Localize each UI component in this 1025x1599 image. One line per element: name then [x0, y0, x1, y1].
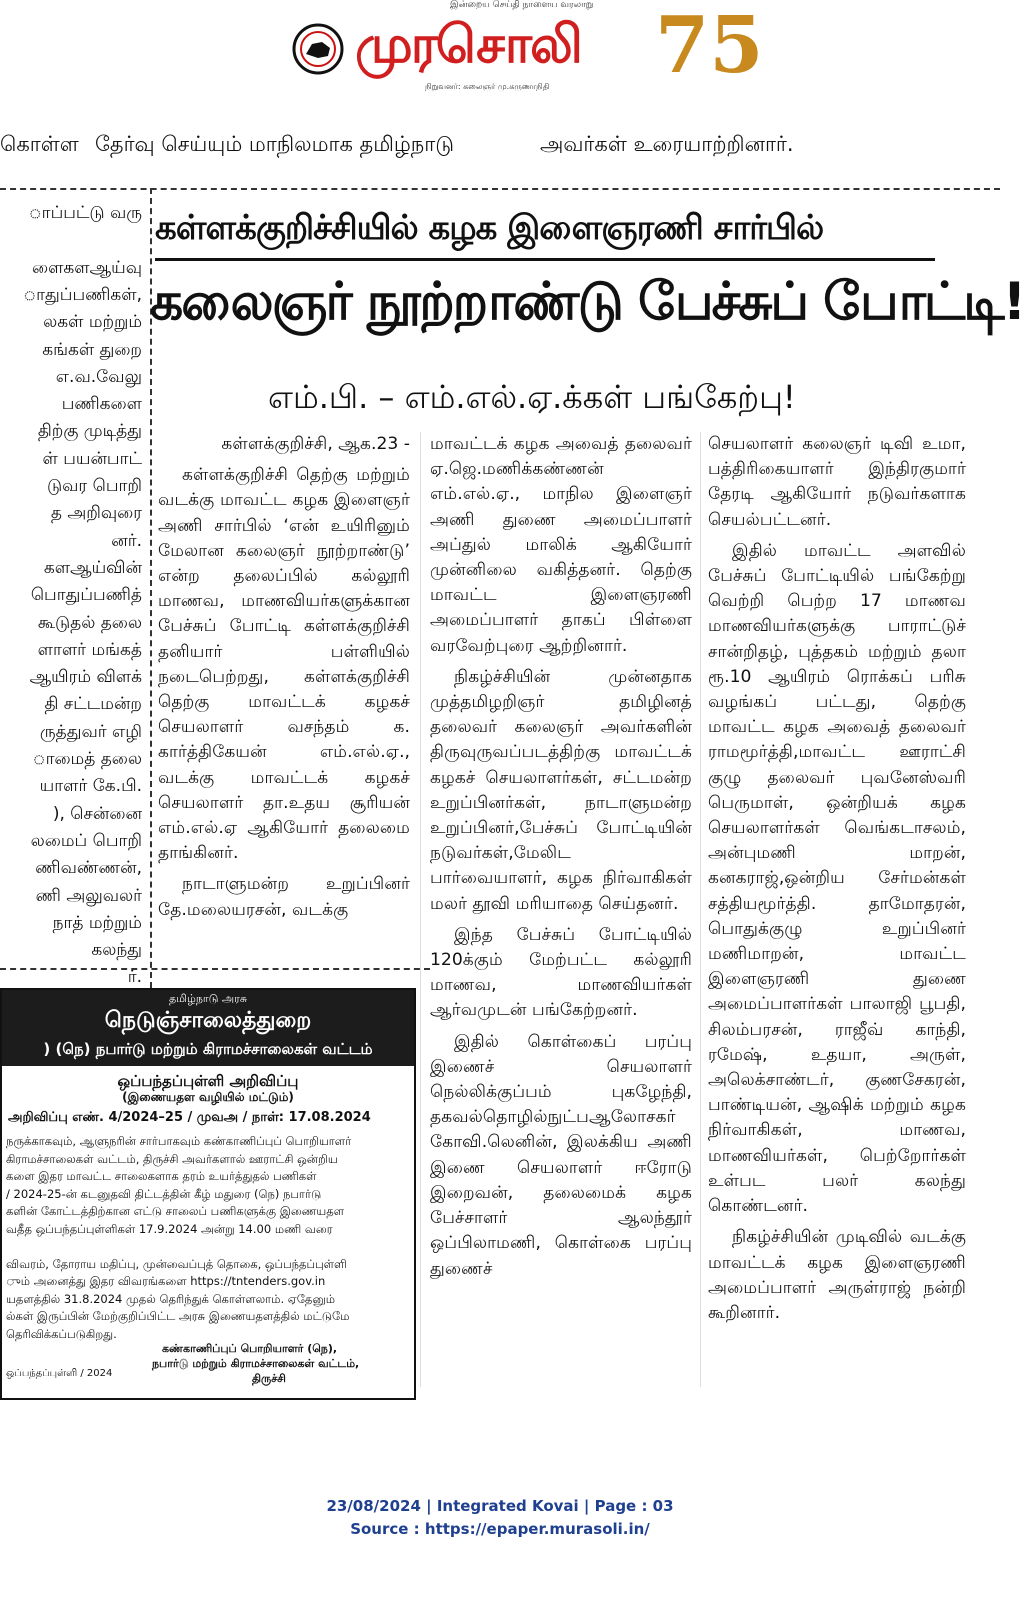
party-emblem-icon — [292, 18, 344, 80]
article-column-2 — [430, 432, 692, 1288]
left-column-line: தி சட்டமன்ற — [44, 694, 142, 715]
left-column-line: கங்கள் துறை — [42, 339, 142, 360]
tender-circle: ) (நெ) நபார்டு மற்றும் கிராமச்சாலைகள் வட்டம் — [43, 1040, 373, 1058]
left-column-line: ளைகளஆய்வு — [32, 257, 142, 278]
tender-line: களின் கோட்டத்திற்கான எட்டு சாலைப் பணிகளுக்கு இணையதள — [6, 1204, 345, 1218]
left-column-line: ள் பயன்பாட் — [42, 448, 142, 469]
tender-line: களை இதர மாவட்ட சாலைகளாக தரம் உயர்த்துதல் பணிகள் — [6, 1169, 317, 1183]
top-right-text: அவர்கள் உரையாற்றினார். — [540, 132, 794, 156]
left-column-line: ாமைத் தலை — [32, 749, 142, 769]
left-column-line: களஆய்வின் — [43, 557, 142, 578]
left-column-line: எ.வ.வேலு — [55, 366, 142, 387]
left-column-line: ணிவண்ணன், — [35, 858, 142, 879]
tender-ref: ஒப்பந்தப்புள்ளி / 2024 — [6, 1368, 113, 1379]
article-kicker: கள்ளக்குறிச்சியில் கழக இளைஞரணி சார்பில் — [155, 208, 824, 248]
paragraph: இந்த பேச்சுப் போட்டியில் 120க்கும் மேற்பட்ட கல்லூரி மாணவ, மாணவியர்கள் ஆர்வமுடன் பங்கேற்றனர். — [430, 924, 692, 1021]
paragraph: இதில் கொள்கைப் பரப்பு இணைச் செயலாளர் நெல்லிக்குப்பம் புகழேந்தி, தகவல்தொழில்நுட்பஆலோசகர் கோவி.லெனின், இலக்கிய அணி இணை செயலாளர் ஈரோடு இறைவன், தலைமைக் கழக பேச்சாளர் ஆலந்தூர் ஒப்பிலாமணி, கொள்கை பரப்பு துணைச் — [430, 1031, 692, 1279]
tender-line: வதீத ஒப்பந்தப்புள்ளிகள் 17.9.2024 அன்று 14.00 மணி வரை — [6, 1221, 333, 1236]
left-column-line: கூடுதல் தலை — [37, 612, 142, 633]
top-left-fragment: கொள்ள — [0, 132, 79, 156]
paragraph: நாடாளுமன்ற உறுப்பினர் தே.மலையரசன், வடக்கு — [158, 874, 410, 920]
paragraph: கள்ளக்குறிச்சி தெற்கு மற்றும் வடக்கு மாவட்ட கழக இளைஞர் அணி சார்பில் ‘என் உயிரினும் மேலான கலைஞர் நூற்றாண்டு’ என்ற தலைப்பில் கல்லூரி மாணவ, மாணவியர்களுக்கான பேச்சுப் போட்டி கள்ளக்குறிச்சி தனியார் பள்ளியில் நடைபெற்றது, கள்ளக்குறிச்சி தெற்கு மாவட்டக் கழகச் செயலாளர் வசந்தம் க. கார்த்திகேயன் எம்.எல்.ஏ., வடக்கு மாவட்டக் கழகச் செயலாளர் தா.உதய சூரியன் எம்.எல்.ஏ ஆகியோர் தலைமை தாங்கினர். — [158, 465, 410, 864]
kicker-rule — [155, 258, 935, 261]
tender-signature-3: திருச்சி — [252, 1372, 286, 1385]
tender-line: தெரிவிக்கப்படுகிறது. — [6, 1326, 117, 1341]
left-column-line: லகள் மற்றும் — [43, 312, 142, 333]
left-column-line: ருத்துவர் எழி — [39, 721, 142, 742]
left-column-line: ஆயிரம் விளக் — [29, 667, 142, 688]
left-column-line: ர். — [127, 967, 142, 988]
tender-department: நெடுஞ்சாலைத்துறை — [104, 1008, 312, 1033]
tender-notice — [0, 988, 416, 1400]
tender-line: ல்கள் இருப்பின் மேற்குறிப்பிட்ட அரசு இணையதளத்தில் மட்டுமே — [6, 1309, 350, 1323]
left-column-line: நாத் மற்றும் — [52, 912, 142, 933]
tender-line: விவரம், தோராய மதிப்பு, முன்வைப்புத் தொகை, ஒப்பந்தப்புள்ளி — [6, 1256, 347, 1271]
tender-gov: தமிழ்நாடு அரசு — [168, 992, 248, 1005]
left-column-line: ாதுப்பணிகள், — [23, 284, 142, 305]
tender-line: யதளத்தில் 31.8.2024 முதல் தெரிந்துக் கொள்ளலாம். ஏதேனும் — [6, 1291, 335, 1306]
paragraph: நிகழ்ச்சியின் முன்னதாக முத்தமிழறிஞர் தமிழினத் தலைவர் கலைஞர் அவர்களின் திருவுருவப்படத்திற்கு மாவட்டக் கழகச் செயலாளர்கள், சட்டமன்ற உறுப்பினர்கள், நாடாளுமன்ற உறுப்பினர்,பேச்சுப் போட்டியின் நடுவர்கள்,மேலிட பார்வையாளர், கழக நிர்வாகிகள் மலர் தூவி மரியாதை செய்தனர். — [430, 666, 692, 914]
left-column-line: கலந்து — [91, 940, 142, 961]
left-column-line: பணிகளை — [61, 394, 142, 415]
tender-line: கிராமச்சாலைகள் வட்டம், திருச்சி அவர்களால் ஊராட்சி ஒன்றிய — [6, 1151, 338, 1166]
column-rule — [700, 432, 701, 1387]
tender-line: / 2024-25-ன் கடனுதவி திட்டத்தின் கீழ் மதுரை (நெ) நபார்டு — [6, 1186, 322, 1201]
article-column-3 — [708, 432, 966, 1332]
article-headline: கலைஞர் நூற்றாண்டு பேச்சுப் போட்டி! — [150, 272, 1025, 332]
paragraph: மாவட்டக் கழக அவைத் தலைவர் ஏ.ஜெ.மணிக்கண்ணன் எம்.எல்.ஏ., மாநில இளைஞர் அணி துணை அமைப்பாளர் அப்துல் மாலிக் ஆகியோர் முன்னிலை வகித்தனர். தெற்கு மாவட்ட இளைஞரணி அமைப்பாளர் தாகப் பிள்ளை வரவேற்புரை ஆற்றினார். — [430, 434, 692, 656]
tender-signature-1: கண்காணிப்புப் பொறியாளர் (நெ), — [162, 1342, 338, 1355]
article-column-1 — [158, 432, 410, 929]
left-column-line: பொதுப்பணித் — [30, 585, 142, 606]
dateline: கள்ளக்குறிச்சி, ஆக.23 - — [221, 434, 410, 454]
left-column-line: திற்கு முடித்து — [37, 421, 142, 442]
paragraph: நிகழ்ச்சியின் முடிவில் வடக்கு மாவட்டக் கழக இளைஞரணி அமைப்பாளர் அருள்ராஜ் நன்றி கூறினார். — [708, 1227, 966, 1323]
paragraph: செயலாளர் கலைஞர் டிவி உமா, பத்திரிகையாளர் இந்திரகுமார் தேரடி ஆகியோர் நடுவர்களாக செயல்பட்டனர். — [708, 434, 966, 530]
anniversary-75-badge: 75 — [655, 0, 764, 91]
tender-header — [2, 990, 414, 1066]
left-column-line: யாளர் கே.பி. — [39, 776, 142, 797]
tender-line: நருக்காகவும், ஆளுநரின் சார்பாகவும் கண்காணிப்புப் பொறியாளர் — [6, 1134, 352, 1148]
column-rule — [420, 432, 421, 1387]
left-column-line: ணி அலுவலர் — [35, 885, 142, 906]
footer-edition-info: 23/08/2024 | Integrated Kovai | Page : 03 — [326, 1497, 674, 1515]
tender-notice-number: அறிவிப்பு எண். 4/2024–25 / முவஅ / நாள்: 17.08.2024 — [8, 1110, 371, 1125]
left-column-line: லமைப் பொறி — [30, 830, 142, 851]
footer-source-link[interactable]: Source : https://epaper.murasoli.in/ — [350, 1520, 650, 1538]
left-column-line: ), சென்னை — [52, 803, 142, 824]
masthead-founder-line: நிறுவனர்: கலைஞர் மு.கருணாநிதி — [425, 82, 550, 91]
article-subhead: எம்.பி. – எம்.எல்.ஏ.க்கள் பங்கேற்பு! — [268, 378, 796, 416]
tender-mode: (இணையதள வழியில் மட்டும்) — [122, 1090, 294, 1104]
left-column-line: டுவர பொறி — [46, 476, 142, 496]
top-main-text: தேர்வு செய்யும் மாநிலமாக தமிழ்நாடு — [95, 132, 454, 156]
tender-title: ஒப்பந்தப்புள்ளி அறிவிப்பு — [117, 1072, 299, 1090]
masthead-tagline: இன்றைய செய்தி நாளைய வரலாறு — [450, 0, 594, 10]
left-column-line: னர். — [111, 530, 142, 551]
masthead-logo: முரசொலி — [355, 14, 581, 75]
tender-signature-2: நபார்டு மற்றும் கிராமச்சாலைகள் வட்டம், — [152, 1357, 360, 1370]
paragraph: இதில் மாவட்ட அளவில் பேச்சுப் போட்டியில் பங்கேற்று வெற்றி பெற்ற 17 மாணவ மாணவியர்களுக்கு பாராட்டுச் சான்றிதழ், புத்தகம் மற்றும் தலா ரூ.10 ஆயிரம் ரொக்கப் பரிசு வழங்கப் பட்டது, தெற்கு மாவட்ட கழக அவைத் தலைவர் ராமமூர்த்தி,மாவட்ட ஊராட்சி குழு தலைவர் புவனேஸ்வரி பெருமாள், ஒன்றியக் கழக செயலாளர்கள் வெங்கடாசலம், அன்புமணி மாறன், கனகராஜ்,ஒன்றிய சேர்மன்கள் சத்தியமூர்த்தி. தாமோதரன், பொதுக்குழு உறுப்பினர் மணிமாறன், மாவட்ட இளைஞரணி துணை அமைப்பாளர்கள் பாலாஜி பூபதி, சிலம்பரசன், ராஜீவ் காந்தி, ரமேஷ், உதயா, அருள், அலெக்சாண்டர், குணசேகரன், பாண்டியன், ஆஷிக் மற்றும் கழக நிர்வாகிகள், மாணவ, மாணவியர்கள், பெற்றோர்கள் உள்பட பலர் கலந்து கொண்டனர். — [708, 540, 966, 1217]
left-column-line: ாப்பட்டு வரு — [28, 203, 142, 223]
left-column-line: ளாளர் மங்கத் — [37, 639, 142, 660]
tender-line: ும் அனைத்து இதர விவரங்களை https://tntenders.gov.in — [6, 1274, 326, 1288]
left-column-line: த அறிவுரை — [50, 503, 142, 524]
